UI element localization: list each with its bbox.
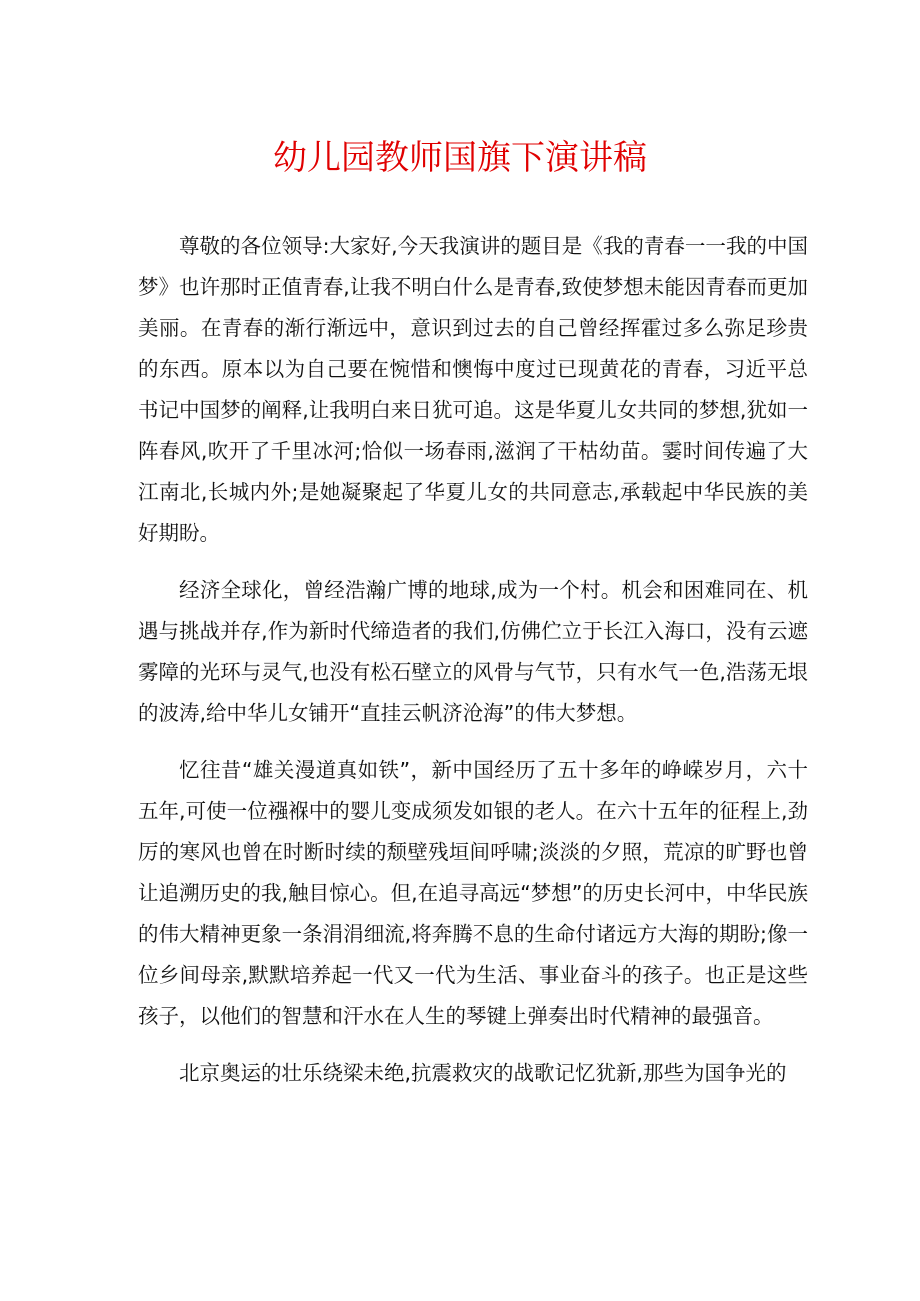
paragraph: 尊敬的各位领导:大家好,今天我演讲的题目是《我的青春一一我的中国梦》也许那时正值青春,让我不明白什么是青春,致使梦想未能因青春而更加美丽。在青春的渐行渐远中，意识到过去的自己曾经挥霍过多么弥足珍贵的东西。原本以为自己要在惋惜和懊悔中度过已现黄花的青春，习近平总书记中国梦的阐释,让我明白来日犹可追。这是华夏儿女共同的梦想,犹如一阵春风,吹开了千里冰河;恰似一场春雨,滋润了干枯幼苗。霎时间传遍了大江南北,长城内外;是她凝聚起了华夏儿女的共同意志,承载起中华民族的美好期盼。 — [138, 234, 808, 545]
paragraph: 忆往昔“雄关漫道真如铁”，新中国经历了五十多年的峥嵘岁月，六十五年,可使一位襁褓中的婴儿变成须发如银的老人。在六十五年的征程上,劲厉的寒风也曾在时断时续的颓壁残垣间呼啸;淡淡的夕照，荒凉的旷野也曾让追溯历史的我,触目惊心。但,在追寻高远“梦想”的历史长河中，中华民族的伟大精神更象一条涓涓细流,将奔腾不息的生命付诸远方大海的期盼;像一位乡间母亲,默默培养起一代又一代为生活、事业奋斗的孩子。也正是这些孩子，以他们的智慧和汗水在人生的琴键上弹奏出时代精神的最强音。 — [138, 758, 808, 1028]
paragraph: 经济全球化，曾经浩瀚广博的地球,成为一个村。机会和困难同在、机遇与挑战并存,作为新时代缔造者的我们,仿佛伫立于长江入海口，没有云遮雾障的光环与灵气,也没有松石壁立的风骨与气节，只有水气一色,浩荡无垠的波涛,给中华儿女铺开“直挂云帆济沧海”的伟大梦想。 — [138, 578, 808, 725]
document-body — [138, 226, 808, 1094]
paragraph: 北京奥运的壮乐绕梁未绝,抗震救灾的战歌记忆犹新,那些为国争光的 — [179, 1061, 787, 1085]
document-title: 幼儿园教师国旗下演讲稿 — [273, 138, 647, 178]
